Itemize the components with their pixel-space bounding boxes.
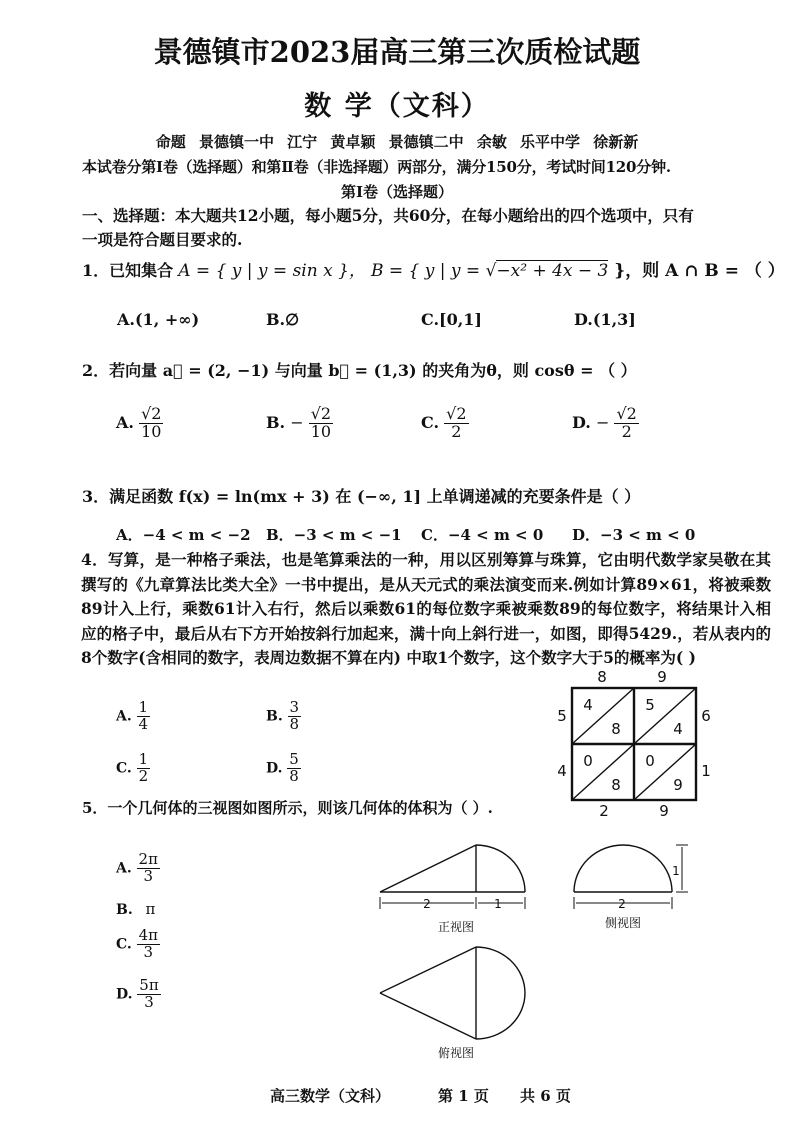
q5-c-den: 3	[143, 942, 154, 961]
question-2: 2．若向量 a⃗ = (2, −1) 与向量 b⃗ = (1,3) 的夹角为θ，则 cosθ = （ ）	[82, 361, 637, 380]
three-view-figure	[370, 835, 700, 1065]
side-dimensions	[574, 845, 688, 909]
diag-2	[634, 688, 696, 744]
q4-a-num: 1	[138, 698, 149, 716]
grid-cell-2b: 8	[611, 776, 621, 794]
page-subtitle: 数 学（文科）	[304, 91, 490, 122]
grid-top-2: 9	[657, 668, 667, 686]
top-arc	[476, 947, 525, 1039]
q5-a-fraction	[137, 852, 160, 885]
grid-cell-2c: 0	[645, 752, 655, 770]
q4-d-fraction	[287, 752, 301, 785]
question-3: 3．满足函数 f(x) = ln(mx + 3) 在 (−∞, 1] 上单调递减的充要条件是（ ）	[82, 487, 641, 506]
q2-option-d	[572, 406, 639, 441]
exam-intro: 本试卷分第Ⅰ卷（选择题）和第Ⅱ卷（非选择题）两部分，满分150分，考试时间120分钟.	[82, 158, 671, 176]
side-view-label: 侧视图	[604, 916, 642, 930]
q5-c-num: 4π	[138, 926, 158, 944]
side-dim-1: 1	[672, 864, 680, 878]
grid-cell-1b: 8	[611, 720, 621, 738]
q5-a-den: 3	[143, 866, 153, 885]
q1-option-c: C.[0,1]	[421, 310, 482, 329]
q4-b-fraction	[288, 700, 302, 733]
question-5: 5．一个几何体的三视图如图所示，则该几何体的体积为（ ）.	[82, 799, 493, 817]
front-view	[380, 845, 525, 892]
question-1	[82, 256, 785, 281]
front-slant-edge	[380, 845, 476, 892]
q5-b-label: B.	[116, 902, 133, 918]
q5-option-c	[116, 928, 160, 961]
q5-option-d	[116, 978, 161, 1011]
q1-option-b: B.∅	[266, 310, 300, 329]
front-dim-2: 2	[423, 897, 431, 911]
q4-d-den: 8	[289, 766, 299, 785]
q4-b-den: 8	[289, 714, 300, 733]
q2-d-label: D.	[572, 412, 591, 432]
q4-c-num: 1	[138, 750, 149, 768]
q5-a-num: 2π	[138, 850, 158, 868]
grid-right-2: 1	[701, 762, 711, 780]
q4-c-label: C.	[116, 760, 132, 777]
footer-subject: 高三数学（文科）	[270, 1087, 391, 1105]
q4-c-den: 2	[138, 766, 149, 785]
q4-d-label: D.	[266, 760, 283, 777]
grid-bottom-1: 2	[599, 802, 609, 818]
q1-stem: 1．已知集合	[82, 261, 174, 280]
q4-option-d	[266, 752, 301, 785]
footer-total: 共 6 页	[520, 1087, 571, 1105]
front-arc	[476, 845, 525, 892]
q2-b-sign: −	[290, 412, 304, 432]
q2-a-den: 10	[141, 421, 162, 441]
q5-c-label: C.	[116, 936, 132, 953]
q4-b-num: 3	[289, 698, 300, 716]
q2-c-label: C.	[421, 412, 440, 432]
q2-b-num: √2	[310, 404, 332, 423]
grid-top-1: 8	[597, 668, 607, 686]
side-dim-2: 2	[618, 897, 626, 911]
q5-option-b	[116, 900, 155, 918]
q5-d-num: 5π	[139, 976, 159, 994]
q1-set-b-pre: B = { y | y =	[371, 261, 486, 281]
q2-d-num: √2	[616, 404, 637, 423]
q2-a-fraction	[139, 406, 163, 441]
q2-c-den: 2	[451, 421, 462, 441]
question-4: 4．写算，是一种格子乘法，也是笔算乘法的一种，用以区别筹算与珠算，它由明代数学家吴敬在其撰写的《九章算法比类大全》一书中提出，是从天元式的乘法演变而来.例如计算89×61，将被乘数89计入上行，乘数61计入右行，然后以乘数61的每位数字乘被乘数89的每位数字，将结果计入相应的格子中，最后从右下方开始按斜行加起来，满十向上斜行进一，如图，即得5429.，若从表内的8个数字(含相同的数字，表周边数据不算在内) 中取1个数字，这个数字大于5的概率为( )	[81, 550, 771, 667]
page-title: 景德镇市2023届高三第三次质检试题	[153, 35, 641, 69]
q2-c-num: √2	[446, 404, 467, 423]
q4-c-fraction	[137, 752, 151, 785]
q3-option-d: D．−3 < m < 0	[572, 526, 696, 544]
q2-d-sign: −	[595, 412, 610, 432]
grid-left-1: 5	[557, 707, 567, 725]
q2-a-label: A.	[116, 412, 134, 432]
q2-d-fraction	[614, 406, 638, 441]
q4-a-label: A.	[116, 708, 132, 725]
diag-4	[634, 744, 696, 800]
q1-option-a: A.(1, +∞)	[117, 310, 200, 329]
part-title: 第Ⅰ卷（选择题）	[340, 183, 454, 201]
q2-b-fraction	[309, 406, 333, 441]
q2-b-label: B.	[266, 412, 286, 432]
grid-cell-1c: 5	[645, 696, 655, 714]
grid-cell-1d: 4	[673, 720, 683, 738]
q1-set-b-radicand: −x² + 4x − 3	[496, 261, 609, 281]
section-heading: 一、选择题：本大题共12小题，每小题5分，共60分，在每小题给出的四个选项中，只有	[82, 206, 694, 225]
top-view-label: 俯视图	[437, 1046, 475, 1060]
side-arc	[574, 845, 672, 892]
grid-bottom-2: 9	[659, 802, 669, 818]
grid-cell-1a: 4	[583, 696, 593, 714]
q5-a-label: A.	[116, 860, 132, 877]
diag-3	[572, 744, 634, 800]
q4-a-fraction	[137, 700, 151, 733]
diag-1	[572, 688, 634, 744]
q1-set-a: A = { y | y = sin x }，	[178, 261, 366, 281]
q3-option-c: C．−4 < m < 0	[421, 526, 544, 544]
q3-option-a: A．−4 < m < −2	[116, 526, 251, 544]
lattice-grid-figure	[552, 668, 717, 818]
q2-a-num: √2	[141, 404, 162, 423]
q2-c-fraction	[444, 406, 468, 441]
section-heading-cont: 一项是符合题目要求的.	[82, 230, 243, 249]
q2-b-den: 10	[310, 421, 332, 441]
q5-option-a	[116, 852, 160, 885]
q4-option-b	[266, 700, 301, 733]
q2-option-c	[421, 406, 469, 441]
top-edge-upper	[380, 947, 476, 993]
q3-option-b: B．−3 < m < −1	[266, 526, 402, 544]
grid-cell-2a: 0	[583, 752, 593, 770]
front-view-label: 正视图	[437, 920, 475, 934]
q4-b-label: B.	[266, 708, 283, 725]
q2-d-den: 2	[621, 421, 632, 441]
top-edge-lower	[380, 993, 476, 1039]
side-view	[574, 845, 672, 892]
q5-d-fraction	[137, 978, 160, 1011]
sqrt-symbol: √	[485, 261, 497, 281]
q5-c-fraction	[137, 928, 160, 961]
q1-option-d: D.(1,3]	[574, 310, 636, 329]
q5-d-label: D.	[116, 986, 133, 1003]
front-dimensions	[380, 897, 525, 909]
authors-line: 命题 景德镇一中 江宁 黄卓颖 景德镇二中 余敏 乐平中学 徐新新	[155, 133, 639, 151]
q4-option-a	[116, 700, 150, 733]
grid-right-1: 6	[701, 707, 711, 725]
q2-option-b	[266, 406, 333, 441]
footer-page: 第 1 页	[438, 1087, 489, 1105]
q2-option-a	[116, 406, 163, 441]
q1-set-b-post: }，则 A ∩ B = （ ）	[608, 261, 785, 281]
front-dim-1: 1	[494, 897, 502, 911]
q4-option-c	[116, 752, 150, 785]
q5-b-value: π	[145, 900, 156, 918]
grid-left-2: 4	[557, 762, 567, 780]
q4-a-den: 4	[138, 714, 149, 733]
grid-cell-2d: 9	[673, 776, 683, 794]
q5-d-den: 3	[144, 992, 154, 1011]
q4-d-num: 5	[289, 750, 299, 768]
top-view	[380, 947, 525, 1039]
